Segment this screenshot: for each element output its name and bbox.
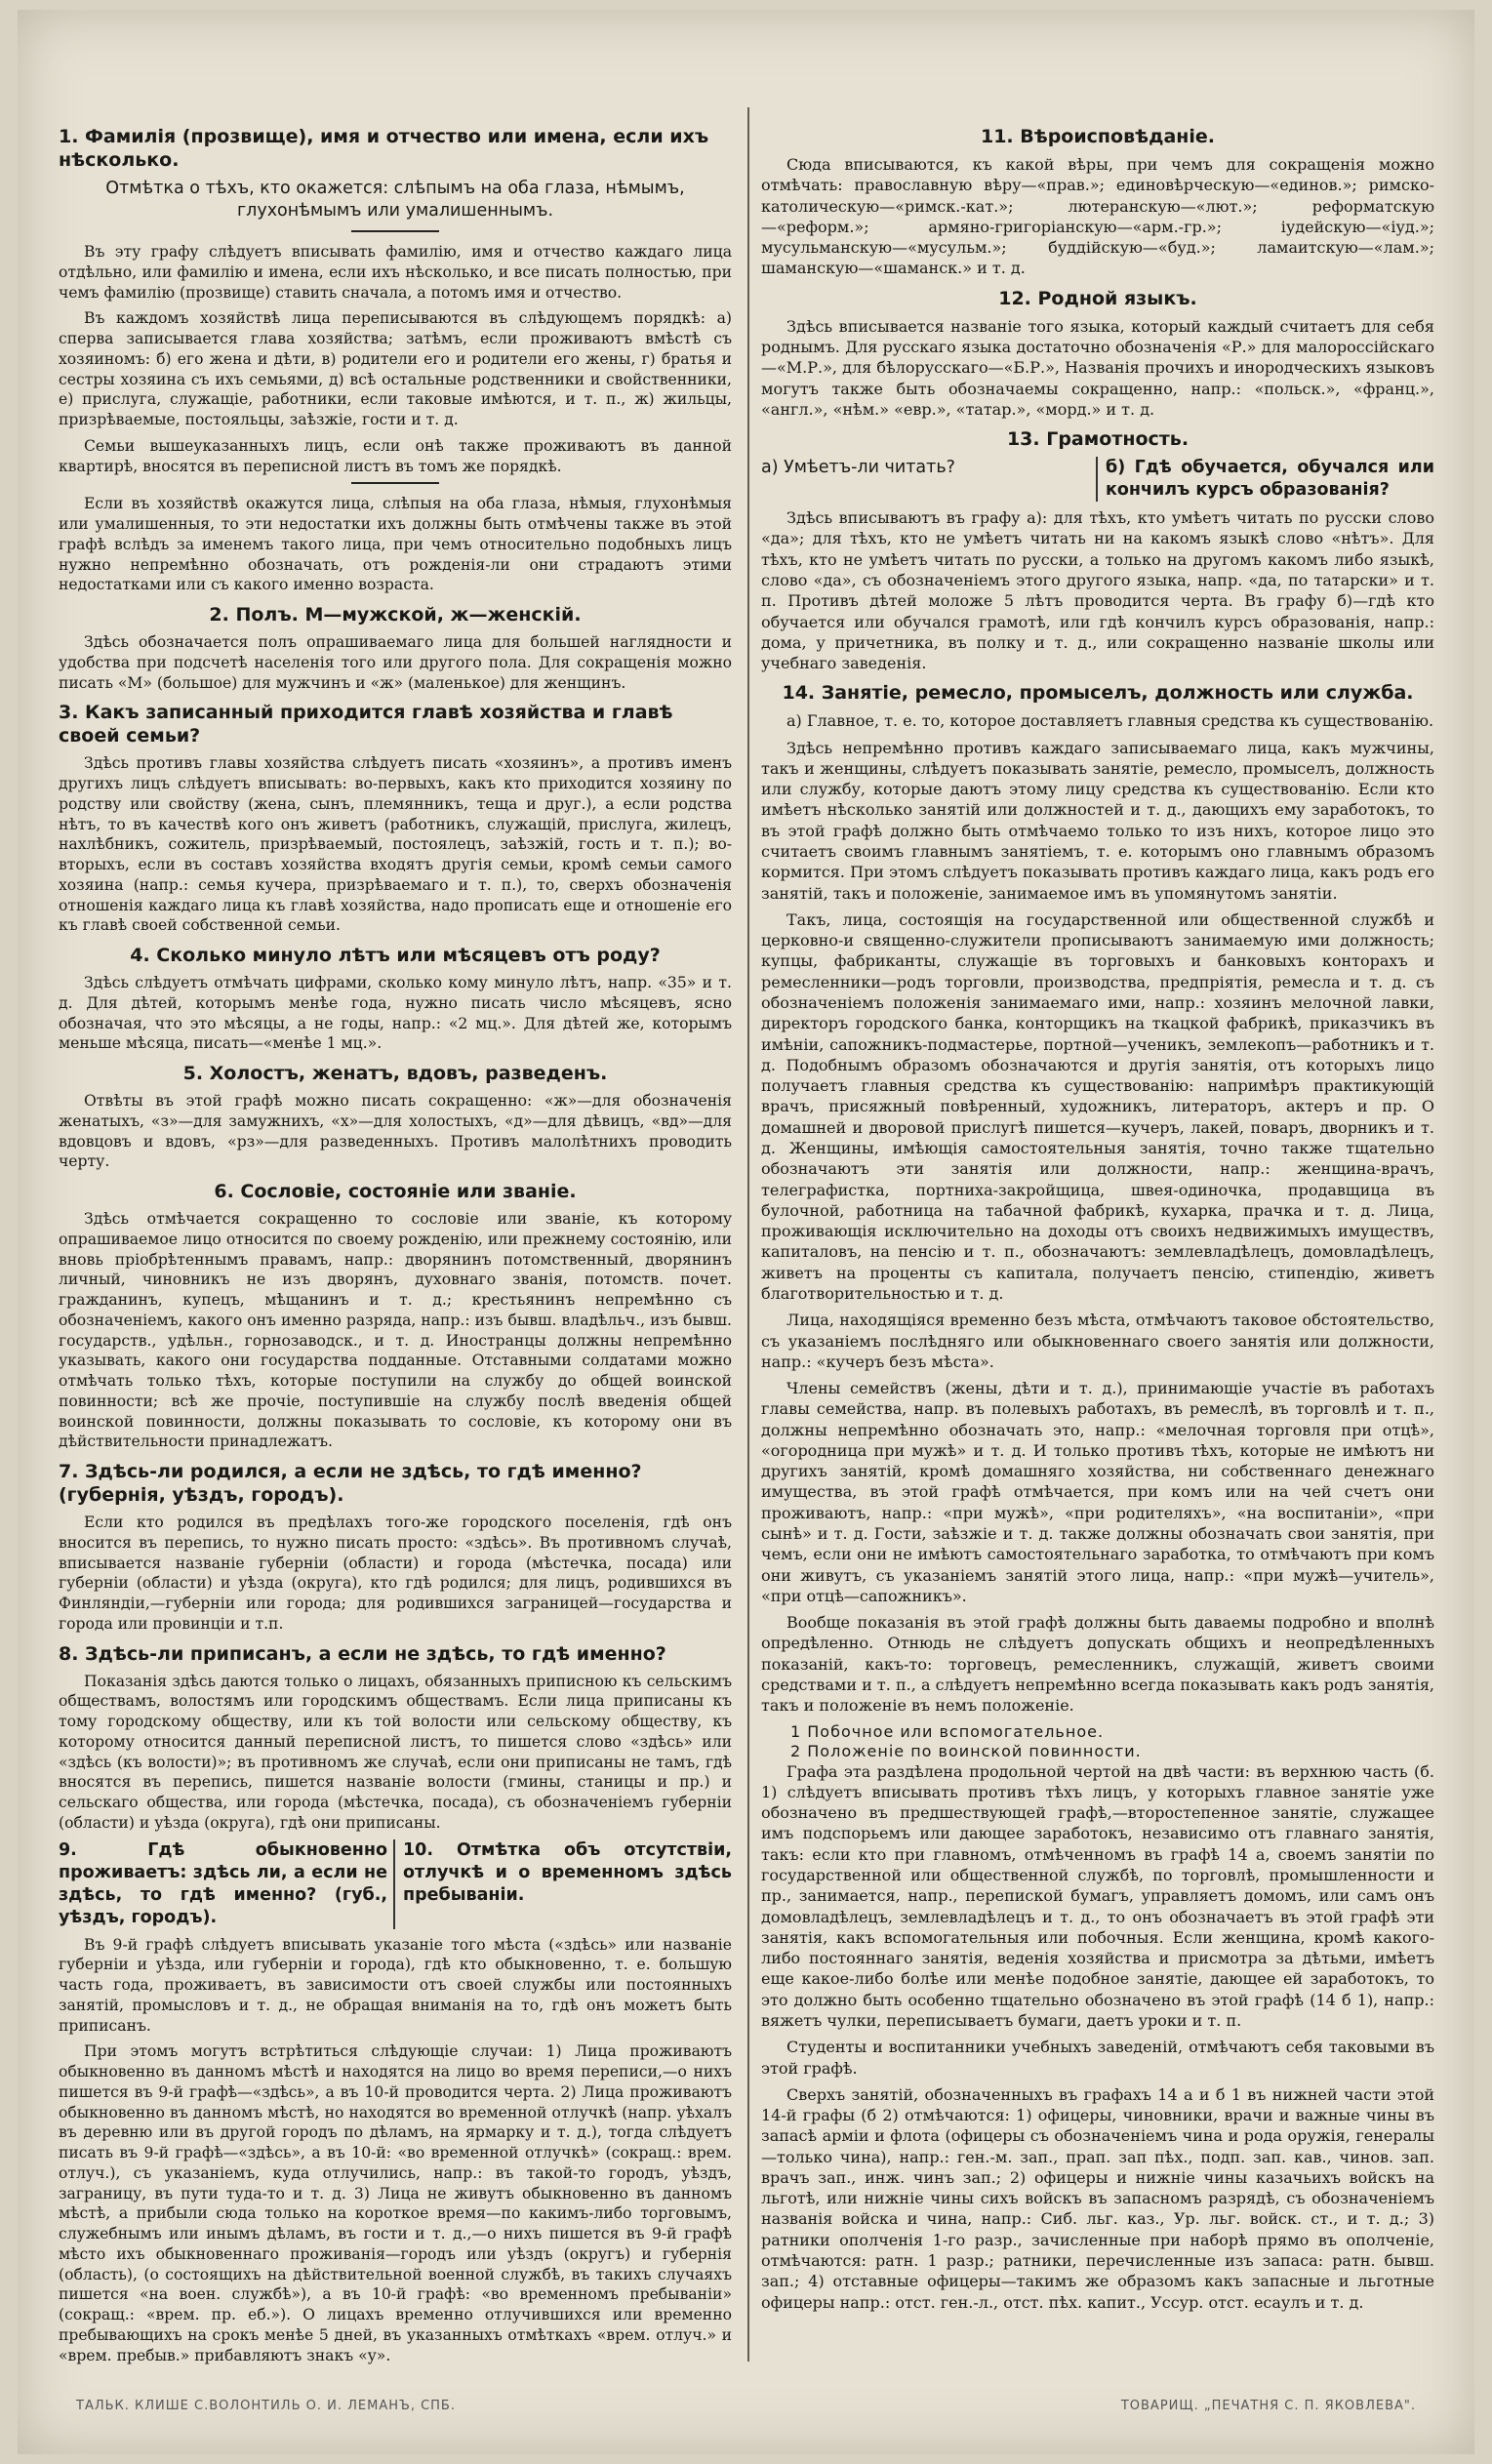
section-1-paragraph: Семьи вышеуказанныхъ лицъ, если онѣ также проживаютъ въ данной квартирѣ, вносятся въ переписной листъ въ томъ же порядкѣ. xyxy=(59,436,732,475)
section-9-paragraph: Въ 9-й графѣ слѣдуетъ вписывать указаніе того мѣста («здѣсь» или названіе губерніи и уѣзда, или губерніи и города), гдѣ кто обыкновенно, т. е. большую часть года, проживаетъ, въ зависимости отъ своей службы или постоянныхъ занятій, промысловъ и т. д., не обращая вниманія на то, гдѣ онъ можетъ быть приписанъ. xyxy=(59,1935,732,2035)
section-1-note: Отмѣтка о тѣхъ, кто окажется: слѣпымъ на оба глаза, нѣмымъ, глухонѣмымъ или умалишеннымъ. xyxy=(105,179,685,221)
section-13-a: а) Умѣетъ-ли читать? xyxy=(761,458,955,478)
section-13-subheaders xyxy=(761,457,1434,502)
section-13-paragraph: Здѣсь вписываютъ въ графу а): для тѣхъ, кто умѣетъ читать по русски слово «да»; для тѣхъ, кто не умѣетъ читать ни на какомъ языкѣ слово «нѣтъ». Для тѣхъ, кто не умѣетъ читать по русски, а только на другомъ какомъ либо языкѣ, слово «да», съ обозначеніемъ этого другого языка, напр. «да, по татарски» и т. п. Противъ дѣтей моложе 5 лѣтъ проводится черта. Въ графу б)—гдѣ кто обучается или обучался грамотѣ, или гдѣ кончилъ курсъ образованія, напр.: дома, у причетника, въ полку и т. д., или сокращенно названіе школы или учебнаго заведенія. xyxy=(761,508,1434,673)
section-6-paragraph: Здѣсь отмѣчается сокращенно то сословіе или званіе, къ которому опрашиваемое лицо относится по своему рожденію, или прежнему состоянію, или вновь пріобрѣтеннымъ правамъ, напр.: дворянинъ потомственный, дворянинъ личный, чиновникъ не изъ дворянъ, духовнаго званія, потомств. почет. гражданинъ, купецъ, мѣщанинъ и т. д.; крестьянинъ непремѣнно съ обозначеніемъ, какого онъ именно разряда, напр.: изъ бывш. владѣльч., изъ бывш. государств., удѣльн., горнозаводск., и т. д. Иностранцы должны непремѣнно указывать, какого они государства подданные. Отставными солдатами можно отмѣчать только тѣхъ, которые поступили на службу до общей воинской повинности; всѣ же прочіе, поступившіе на службу послѣ введенія общей воинской повинности, должны показывать то сословіе, къ которому они въ дѣйствительности принадлежатъ. xyxy=(59,1210,732,1451)
section-13-b: б) Гдѣ обучается, обучался или кончилъ курсъ образованія? xyxy=(1096,457,1434,502)
section-5-title: 5. Холостъ, женатъ, вдовъ, разведенъ. xyxy=(182,1063,608,1084)
section-7-title: 7. Здѣсь-ли родился, а если не здѣсь, то гдѣ именно? (губернія, уѣздъ, городъ). xyxy=(59,1461,642,1506)
section-14-paragraph: Здѣсь непремѣнно противъ каждаго записываемаго лица, какъ мужчины, такъ и женщины, слѣдуетъ показывать занятіе, ремесло, промыселъ, должность или службу, которые даютъ этому лицу средства къ существованію. Если кто имѣетъ нѣсколько занятій или должностей и т. д., дающихъ ему заработокъ, то въ этой графѣ должно быть отмѣчаемо только то изъ нихъ, которое лицо это считаетъ своимъ главнымъ занятіемъ, т. е. которымъ оно главнымъ образомъ кормится. При этомъ слѣдуетъ показывать противъ каждаго лица, какъ родъ его занятій, такъ и положеніе, занимаемое имъ въ упомянутомъ занятіи. xyxy=(761,738,1434,903)
section-1-paragraph: Въ эту графу слѣдуетъ вписывать фамилію, имя и отчество каждаго лица отдѣльно, или фамилію и имена, если ихъ нѣсколько, и все писать полностью, при чемъ фамилію (прозвище) ставить сначала, а потомъ имя и отчество. xyxy=(59,243,732,302)
printer-footer xyxy=(76,2399,1416,2413)
section-5-paragraph: Отвѣты въ этой графѣ можно писать сокращенно: «ж»—для обозначенія женатыхъ, «з»—для замужнихъ, «х»—для холостыхъ, «д»—для дѣвицъ, «вд»—для вдовцовъ и вдовъ, «рз»—для разведенныхъ. Противъ малолѣтнихъ проводить черту. xyxy=(59,1092,732,1171)
section-9-paragraph: При этомъ могутъ встрѣтиться слѣдующіе случаи: 1) Лица проживаютъ обыкновенно въ данномъ мѣстѣ и находятся на лицо во время переписи,—о нихъ пишется въ 9-й графѣ—«здѣсь», а въ 10-й проводится черта. 2) Лица проживаютъ обыкновенно въ данномъ мѣстѣ, но находятся во временной отлучкѣ (напр. уѣхалъ въ деревню или въ другой городъ по дѣламъ, на ярмарку и т. д.), тогда слѣдуетъ писать въ 9-й графѣ—«здѣсь», а въ 10-й: «во временной отлучкѣ» (сокращ.: врем. отлуч.), съ указаніемъ, куда отлучились, напр.: въ такой-то городъ, уѣздъ, заграницу, въ пути туда-то и т. д. 3) Лица не живутъ обыкновенно въ данномъ мѣстѣ, а прибыли сюда только на короткое время—по какимъ-либо торговымъ, служебнымъ или инымъ дѣламъ, въ гости и т. д.,—о нихъ пишется въ 9-й графѣ мѣсто ихъ обыкновеннаго проживанія—городъ или уѣздъ (округъ) и губернія (область), (о состоящихъ на дѣйствительной военной службѣ, въ такихъ случаяхъ пишется «на воен. службѣ»), а въ 10-й графѣ: «во временномъ пребываніи» (сокращ.: «врем. пр. еб.»). О лицахъ временно отлучившихся или временно пребывающихъ на срокъ менѣе 5 дней, въ указанныхъ отмѣткахъ «врем. отлуч.» и «врем. пребыв.» прибавляютъ знакъ «у». xyxy=(59,2042,732,2364)
section-10-title: 10. Отмѣтка объ отсутствіи, отлучкѣ и о временномъ здѣсь пребываніи. xyxy=(393,1839,732,1929)
census-instructions-page xyxy=(18,10,1474,2454)
right-column xyxy=(761,117,1434,2319)
section-11-title: 11. Вѣроисповѣданіе. xyxy=(980,126,1216,147)
section-14-paragraph: Студенты и воспитанники учебныхъ заведеній, отмѣчаютъ себя таковыми въ этой графѣ. xyxy=(761,2038,1434,2078)
column-divider xyxy=(747,107,749,2362)
section-12-title: 12. Родной языкъ. xyxy=(998,287,1197,309)
separator-rule xyxy=(351,230,439,232)
sections-9-10-header xyxy=(59,1839,732,1929)
footer-left: ТАЛЬК. КЛИШЕ С.ВОЛОНТИЛЬ О. И. ЛЕМАНЪ, СПБ. xyxy=(76,2399,456,2413)
footer-right: ТОВАРИЩ. „ПЕЧАТНЯ С. П. ЯКОВЛЕВА". xyxy=(1120,2399,1416,2413)
section-14-subtitle: а) Главное, т. е. то, которое доставляетъ главныя средства къ существованію. xyxy=(786,711,1434,731)
section-9-title: 9. Гдѣ обыкновенно проживаетъ: здѣсь ли, а если не здѣсь, то гдѣ именно? (губ., уѣздъ, городъ). xyxy=(59,1839,387,1927)
section-13-title: 13. Грамотность. xyxy=(1006,428,1190,451)
section-4-title: 4. Сколько минуло лѣтъ или мѣсяцевъ отъ роду? xyxy=(130,945,661,966)
section-2-title: 2. Полъ. М—мужской, ж—женскій. xyxy=(209,604,582,626)
section-14-b2-label: 2 Положеніе по воинской повинности. xyxy=(790,1741,1142,1760)
separator-rule xyxy=(351,482,439,484)
section-2-paragraph: Здѣсь обозначается полъ опрашиваемаго лица для большей наглядности и удобства при подсчетѣ населенія того или другого пола. Для сокращенія можно писать «М» (большое) для мужчинъ и «ж» (маленькое) для женщинъ. xyxy=(59,633,732,692)
section-6-title: 6. Сословіе, состояніе или званіе. xyxy=(214,1181,577,1202)
section-7-paragraph: Если кто родился въ предѣлахъ того-же городского поселенія, гдѣ онъ вносится въ перепись, то нужно писать просто: «здѣсь». Въ противномъ случаѣ, вписывается названіе губерніи (области) и города (мѣстечка, посада) или губерніи (области) и уѣзда (округа), кто гдѣ родился; для лицъ, родившихся въ Финляндіи,—губерніи или города; для родившихся заграницей—государства и города или провинціи и т.п. xyxy=(59,1514,732,1633)
section-1-title: 1. Фамилія (прозвище), имя и отчество или имена, если ихъ нѣсколько. xyxy=(59,126,709,171)
section-1-paragraph: Если въ хозяйствѣ окажутся лица, слѣпыя на оба глаза, нѣмыя, глухонѣмыя или умалишенныя, то эти недостатки ихъ должны быть отмѣчены также въ этой графѣ вслѣдъ за именемъ такого лица, при чемъ относительно подобныхъ лицъ нужно непремѣнно обозначать, отъ рожденія-ли они страдаютъ этими недостатками или съ какого именно возраста. xyxy=(59,495,732,594)
section-3-paragraph: Здѣсь противъ главы хозяйства слѣдуетъ писать «хозяинъ», а противъ именъ другихъ лицъ слѣдуетъ вписывать: во-первыхъ, какъ кто приходится хозяину по родству или свойству (жена, сынъ, племянникъ, теща и друг.), а если родства нѣтъ, то въ качествѣ кого онъ живетъ (работникъ, служащій, прислуга, жилецъ, нахлѣбникъ, сожитель, призрѣваемый, постоялецъ, заѣзжій, гость и т. п.); во-вторыхъ, если въ составъ хозяйства входятъ другія семьи, кромѣ семьи самого хозяина (напр.: семья кучера, призрѣваемаго и т. п.), то, сверхъ обозначенія отношенія каждаго лица къ главѣ хозяйства, надо прописать еще и отношеніе его къ главѣ своей собственной семьи. xyxy=(59,754,732,935)
section-14-paragraph: Вообще показанія въ этой графѣ должны быть даваемы подробно и вполнѣ опредѣленно. Отнюдь не слѣдуетъ допускать общихъ и неопредѣленныхъ показаній, какъ-то: торговецъ, ремесленникъ, служащій, живетъ своими средствами и т. п., а слѣдуетъ непремѣнно всегда показывать какъ родъ занятія, такъ и положеніе въ немъ положеніе. xyxy=(761,1613,1434,1716)
section-14-paragraph: Графа эта раздѣлена продольной чертой на двѣ части: въ верхнюю часть (б. 1) слѣдуетъ вписывать противъ тѣхъ лицъ, у которыхъ главное занятіе уже обозначено въ предшествующей графѣ,—второстепенное занятіе, служащее имъ подспорьемъ или дающее заработокъ, независимо отъ главнаго занятія, такъ: если кто при главномъ, отмѣченномъ въ графѣ 14 а, своемъ занятіи по государственной или общественной службѣ, по торговлѣ, промышленности и пр., занимается, напр., перепиской бумагъ, управляетъ домомъ, или самъ онъ домовладѣлецъ, землевладѣлецъ и т. д., то онъ обозначаетъ въ этой графѣ эти занятія, какъ вспомогательныя или побочныя. Если женщина, кромѣ какого-либо постояннаго занятія, веденія хозяйства и присмотра за дѣтьми, имѣетъ еще какое-либо болѣе или менѣе подобное занятіе, дающее ей заработокъ, то это должно быть особенно тщательно обозначено въ этой графѣ (14 б 1), напр.: вяжетъ чулки, переписываетъ бумаги, даетъ уроки и т. п. xyxy=(761,1761,1434,2030)
section-14-paragraph: Такъ, лица, состоящія на государственной или общественной службѣ и церковно-и священно-служители прописываютъ занимаемую ими должность; купцы, фабриканты, служащіе въ торговыхъ и банковыхъ конторахъ и ремесленники—родъ торговли, производства, предпріятія, ремесла и т. д. съ обозначеніемъ положенія занимаемаго ими, напр.: хозяинъ мелочной лавки, директоръ городского банка, конторщикъ на ткацкой фабрикѣ, приказчикъ въ имѣніи, сапожникъ-подмастерье, портной—ученикъ, землекопъ—работникъ и т. д. Подобнымъ образомъ обозначаются и другія занятія, отъ которыхъ лицо получаетъ главныя средства къ существованію: напримѣръ практикующій врачъ, присяжный повѣренный, художникъ, литераторъ, актеръ и пр. О домашней и дворовой прислугѣ пишется—кучеръ, лакей, поваръ, дворникъ и т. д. Женщины, имѣющія самостоятельныя занятія, точно также тщательно обозначаютъ эти занятія или должности, напр.: женщина-врачъ, телеграфистка, портниха-закройщица, швея-одиночка, продавщица въ булочной, работница на табачной фабрикѣ, кухарка, прачка и т. д. Лица, проживающія исключительно на доходы отъ своихъ недвижимыхъ имуществъ, капиталовъ, на пенсію и т. п., обозначаютъ: землевладѣлецъ, домовладѣлецъ, живетъ на проценты съ капитала, получаетъ пенсію, стипендію, живетъ благотворительностью и т. д. xyxy=(761,909,1434,1303)
section-14-b1-label: 1 Побочное или вспомогательное. xyxy=(790,1721,1105,1741)
section-11-paragraph: Сюда вписываются, къ какой вѣры, при чемъ для сокращенія можно отмѣчать: православную вѣру—«прав.»; единовѣрческую—«единов.»; римско-католическую—«римск.-кат.»; лютеранскую—«лют.»; реформатскую—«реформ.»; армяно-григоріанскую—«арм.-гр.»; іудейскую—«іуд.»; мусульманскую—«мусульм.»; буддійскую—«буд.»; ламаитскую—«лам.»; шаманскую—«шаманск.» и т. д. xyxy=(761,155,1434,278)
section-8-title: 8. Здѣсь-ли приписанъ, а если не здѣсь, то гдѣ именно? xyxy=(59,1642,666,1665)
section-14-title: 14. Занятіе, ремесло, промыселъ, должность или служба. xyxy=(782,682,1414,705)
section-14-paragraph: Сверхъ занятій, обозначенныхъ въ графахъ 14 а и б 1 въ нижней части этой 14-й графы (б 2) отмѣчаются: 1) офицеры, чиновники, врачи и важные чины въ запасѣ арміи и флота (офицеры съ обозначеніемъ чина и рода оружія, генералы—только чина), напр.: ген.-м. зап., прап. зап пѣх., подп. зап. кав., чинов. зап. врачъ зап., инж. чинъ зап.; 2) офицеры и нижніе чины казачьихъ войскъ на льготѣ, или нижніе чины сихъ войскъ въ запасномъ разрядѣ, съ обозначеніемъ названія войска и чина, напр.: Сиб. льг. каз., Ур. льг. войск. ст., и т. д.; 3) ратники ополченія 1-го разр., зачисленные при наборѣ прямо въ ополченіе, отмѣчаются: ратн. 1 разр.; ратники, перечисленные изъ запаса: ратн. бывш. зап.; 4) отставные офицеры—такимъ же образомъ какъ запасные и льготные офицеры напр.: отст. ген.-л., отст. пѣх. капит., Уссур. отст. есаулъ и т. д. xyxy=(761,2084,1434,2312)
section-3-title: 3. Какъ записанный приходится главѣ хозяйства и главѣ своей семьи? xyxy=(59,702,673,747)
section-12-paragraph: Здѣсь вписывается названіе того языка, который каждый считаетъ для себя роднымъ. Для русскаго языка достаточно обозначенія «Р.» для малороссійскаго—«М.Р.», для бѣлорусскаго—«Б.Р.», Названія прочихъ и инородческихъ языковъ могутъ также быть обозначаемы сокращенно, напр.: «польск.», «франц.», «англ.», «нѣм.» «евр.», «татар.», «морд.» и т. д. xyxy=(761,316,1434,419)
section-14-paragraph: Лица, находящіяся временно безъ мѣста, отмѣчаютъ таковое обстоятельство, съ указаніемъ послѣдняго или обыкновеннаго своего занятія или должности, напр.: «кучеръ безъ мѣста». xyxy=(761,1311,1434,1371)
section-4-paragraph: Здѣсь слѣдуетъ отмѣчать цифрами, сколько кому минуло лѣтъ, напр. «35» и т. д. Для дѣтей, которымъ менѣе года, нужно писать число мѣсяцевъ, ясно обозначая, что это мѣсяцы, а не годы, напр.: «2 мц.». Для дѣтей же, которымъ меньше мѣсяца, писать—«менѣе 1 мц.». xyxy=(59,974,732,1053)
section-8-paragraph: Показанія здѣсь даются только о лицахъ, обязанныхъ приписною къ сельскимъ обществамъ, волостямъ или городскимъ обществамъ. Если лица приписаны къ тому городскому обществу, или къ той волости или сельскому обществу, къ которому относится данный переписной листъ, то пишется слово «здѣсь» или «здѣсь (къ волости)»; въ противномъ же случаѣ, если они приписаны не тамъ, гдѣ вносятся въ перепись, пишется названіе волости (гмины, станицы и пр.) и сельскаго общества, или города (мѣстечка, посада), съ обозначеніемъ губерніи (области) и уѣзда (округа), гдѣ они приписаны. xyxy=(59,1672,732,1832)
section-14-paragraph: Члены семействъ (жены, дѣти и т. д.), принимающіе участіе въ работахъ главы семейства, напр. въ полевыхъ работахъ, въ ремеслѣ, въ торговлѣ и т. п., должны непремѣнно обозначать это, напр.: «мелочная торговля при отцѣ», «огородница при мужѣ» и т. д. И только противъ тѣхъ, которые не имѣютъ ни другихъ занятій, кромѣ домашняго хозяйства, ни собственнаго денежнаго имущества, въ этой графѣ отмѣчается, при комъ или на чей счетъ они проживаютъ, напр.: «при мужѣ», «при родителяхъ», «на воспитаніи», «при сынѣ» и т. д. Гости, заѣзжіе и т. д. также должны обозначать свои занятія, при чемъ, если они не имѣютъ самостоятельнаго заработка, то отмѣчаютъ при комъ они живутъ, съ указаніемъ занятій этого лица, напр.: «при мужѣ—учитель», «при отцѣ—сапожникъ». xyxy=(761,1379,1434,1605)
section-1-paragraph: Въ каждомъ хозяйствѣ лица переписываются въ слѣдующемъ порядкѣ: а) сперва записывается глава хозяйства; затѣмъ, если проживаютъ вмѣстѣ съ хозяиномъ: б) его жена и дѣти, в) родители его и родители его жены, г) братья и сестры хозяина съ ихъ семьями, д) всѣ остальные родственники и свойственники, е) прислуга, служащіе, работники, если таковые имѣются, и т. п., ж) жильцы, призрѣваемые, постояльцы, заѣзжіе, гости и т. д. xyxy=(59,309,732,428)
left-column xyxy=(59,117,732,2371)
